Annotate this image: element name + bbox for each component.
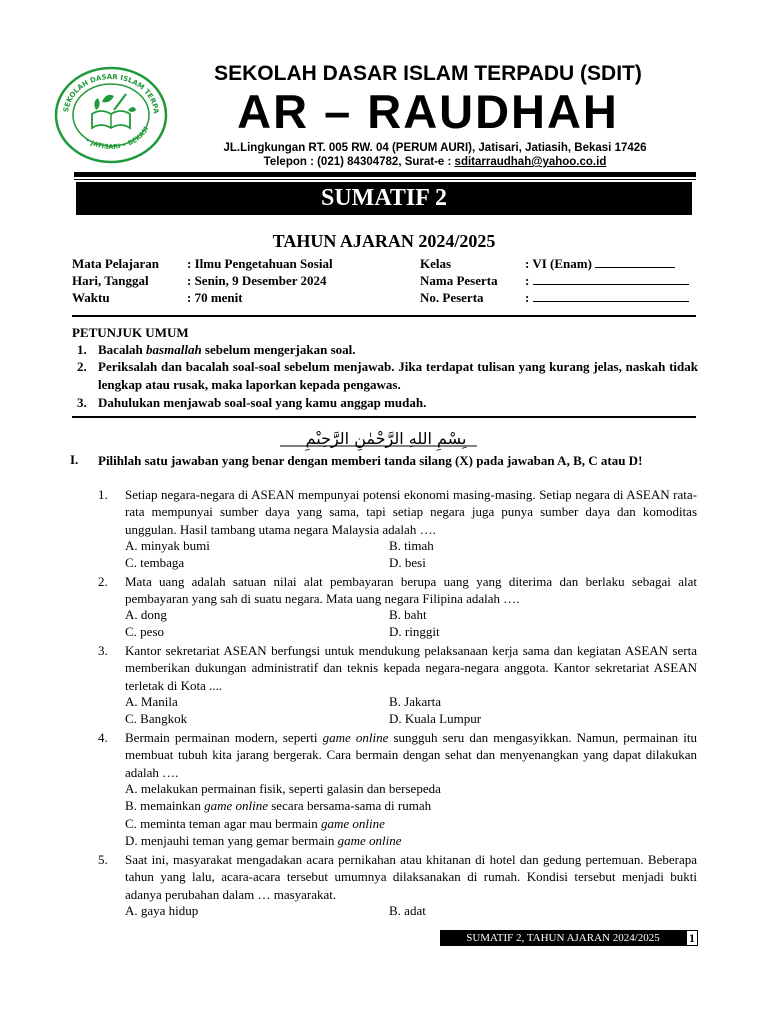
question: 5. Saat ini, masyarakat mengadakan acara pernikahan atau khitanan di hotel dan gedung pertemuan. Beberapa tahun yang lalu, acara-acara tersebut umumnya dilaksanakan di rumah. Kondisi tersebut menjadi bukti adanya perubahan dalam … masyarakat. xyxy=(98,852,697,902)
info-subject: Mata Pelajaran : Ilmu Pengetahuan Sosial xyxy=(72,256,333,271)
school-address: JL.Lingkungan RT. 005 RW. 04 (PERUM AURI), Jatisari, Jatiasih, Bekasi 17426 xyxy=(223,142,647,154)
instruction-item: 3. Dahulukan menjawab soal-soal yang kamu anggap mudah. xyxy=(77,395,427,410)
answer-option[interactable]: B. memainkan game online secara bersama-sama di rumah xyxy=(125,798,432,813)
info-class: Kelas : VI (Enam) xyxy=(420,256,451,272)
instruction-item: 1. Bacalah basmallah sebelum mengerjakan soal. xyxy=(77,342,356,357)
answer-option[interactable]: A. dong xyxy=(125,607,167,622)
answer-option[interactable]: A. gaya hidup xyxy=(125,903,199,918)
academic-year-title: TAHUN AJARAN 2024/2025 xyxy=(272,231,496,251)
info-time: Waktu : 70 menit xyxy=(72,290,243,305)
instructions-title: PETUNJUK UMUM xyxy=(72,325,189,340)
answer-option[interactable]: C. meminta teman agar mau bermain game online xyxy=(125,816,385,831)
info-number: No. Peserta : xyxy=(420,290,484,306)
answer-option[interactable]: A. Manila xyxy=(125,694,178,709)
answer-option[interactable]: D. menjauhi teman yang gemar bermain game online xyxy=(125,833,402,848)
answer-option[interactable]: D. besi xyxy=(389,555,426,570)
question: 4. Bermain permainan modern, seperti game online sungguh seru dan mengasyikkan. Namun, permainan itu membuat tubuh kita jarang bergerak. Cara bermain dengan sehat dan menyenangkan yang dapat dilakukan adalah …. xyxy=(98,730,697,780)
answer-option[interactable]: A. minyak bumi xyxy=(125,538,210,553)
exam-banner: SUMATIF 2 xyxy=(76,182,692,215)
answer-option[interactable]: A. melakukan permainan fisik, seperti galasin dan bersepeda xyxy=(125,781,441,796)
section-instruction: Pilihlah satu jawaban yang benar dengan memberi tanda silang (X) pada jawaban A, B, C atau D! xyxy=(98,453,643,468)
name-blank[interactable] xyxy=(533,273,689,285)
header-divider-thin xyxy=(74,179,696,180)
class-blank[interactable] xyxy=(595,256,675,268)
question: 3. Kantor sekretariat ASEAN berfungsi untuk mendukung pelaksanaan kerja sama dan kegiatan ASEAN serta memberikan dukungan administratif dan teknis kepada negara-negara anggota. Kantor sekretariat ASEAN terletak di Kota .... xyxy=(98,643,697,693)
answer-option[interactable]: B. baht xyxy=(389,607,427,622)
instruction-item: 2. Periksalah dan bacalah soal-soal sebelum menjawab. Jika terdapat tulisan yang kurang jelas, naskah tidak lengkap atau rusak, maka laporkan kepada pengawas. xyxy=(77,359,698,392)
basmalah-calligraphy xyxy=(272,424,500,452)
svg-text:• JATISARI • BEKASI •: • JATISARI • BEKASI xyxy=(83,125,151,151)
school-name: SEKOLAH DASAR ISLAM TERPADU (SDIT) xyxy=(214,62,642,85)
info-name: Nama Peserta : xyxy=(420,273,498,289)
answer-option[interactable]: C. Bangkok xyxy=(125,711,188,726)
answer-option[interactable]: B. Jakarta xyxy=(389,694,441,709)
answer-option[interactable]: D. ringgit xyxy=(389,624,440,639)
divider xyxy=(72,315,696,317)
school-logo xyxy=(54,66,168,164)
page-number: 1 xyxy=(686,930,698,946)
svg-text:بِسْمِ اللهِ الرَّحْمٰنِ الرَّ: بِسْمِ اللهِ الرَّحْمٰنِ الرَّحِيْمِ xyxy=(305,429,467,448)
divider xyxy=(72,416,696,418)
number-blank[interactable] xyxy=(533,290,689,302)
school-short-name: AR – RAUDHAH xyxy=(237,85,619,138)
question: 2. Mata uang adalah satuan nilai alat pembayaran berupa uang yang diterima dan berlaku sebagai alat pembayaran yang sah di suatu negara. Mata uang negara Filipina adalah …. xyxy=(98,574,697,607)
answer-option[interactable]: C. tembaga xyxy=(125,555,185,570)
header-divider-thick xyxy=(74,172,696,177)
logo-ring-text: SEKOLAH DASAR ISLAM TERPA xyxy=(62,72,161,115)
school-contact: Telepon : (021) 84304782, Surat-e : sditarraudhah@yahoo.co.id xyxy=(263,156,607,168)
answer-option[interactable]: C. peso xyxy=(125,624,164,639)
answer-option[interactable]: B. timah xyxy=(389,538,434,553)
section-number: I. xyxy=(70,452,79,467)
question: 1. Setiap negara-negara di ASEAN mempunyai potensi ekonomi masing-masing. Setiap negara di ASEAN rata-rata mempunyai sumber daya yang sama, tapi setiap negara juga punya sumber daya dan komoditas unggulan. Hasil tambang utama negara Malaysia adalah …. xyxy=(98,487,697,537)
answer-option[interactable]: B. adat xyxy=(389,903,426,918)
email-link[interactable]: sditarraudhah@yahoo.co.id xyxy=(454,156,607,168)
info-date: Hari, Tanggal : Senin, 9 Desember 2024 xyxy=(72,273,327,288)
footer-label: SUMATIF 2, TAHUN AJARAN 2024/2025 xyxy=(440,930,686,946)
answer-option[interactable]: D. Kuala Lumpur xyxy=(389,711,482,726)
